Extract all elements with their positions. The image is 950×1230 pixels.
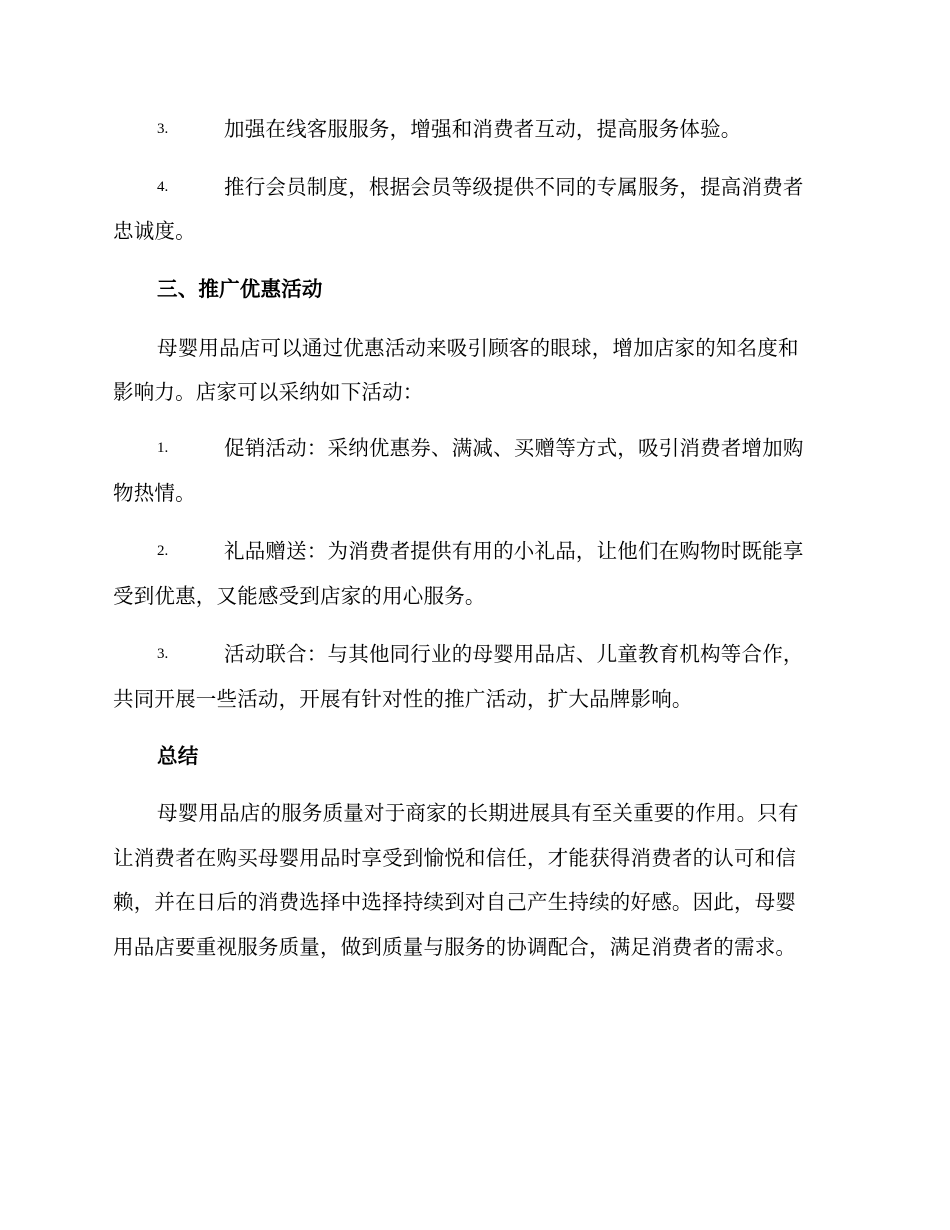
list-item-number: 2. (157, 543, 169, 559)
list-item-text: 推行会员制度，根据会员等级提供不同的专属服务，提高消费者 (224, 175, 804, 199)
list-item-text-continuation: 物热情。 (113, 481, 196, 505)
list-item-text: 加强在线客服服务，增强和消费者互动，提高服务体验。 (224, 117, 742, 141)
list-item-text: 活动联合：与其他同行业的母婴用品店、儿童教育机构等合作， (224, 642, 804, 666)
paragraph-line: 赖，并在日后的消费选择中选择持续到对自己产生持续的好感。因此，母婴 (113, 890, 797, 914)
list-item-number: 1. (157, 440, 169, 456)
list-item-text-continuation: 忠诚度。 (113, 219, 196, 243)
list-item-number: 4. (157, 179, 169, 195)
paragraph-line: 用品店要重视服务质量，做到质量与服务的协调配合，满足消费者的需求。 (113, 935, 797, 959)
section-heading: 三、推广优惠活动 (157, 277, 323, 301)
paragraph-line: 母婴用品店可以通过优惠活动来吸引顾客的眼球，增加店家的知名度和 (157, 336, 799, 360)
paragraph-line: 让消费者在购买母婴用品时享受到愉悦和信任，才能获得消费者的认可和信 (113, 846, 797, 870)
list-item-text: 促销活动：采纳优惠券、满减、买赠等方式，吸引消费者增加购 (224, 436, 804, 460)
list-item-number: 3. (157, 646, 169, 662)
list-item-text-continuation: 共同开展一些活动，开展有针对性的推广活动，扩大品牌影响。 (113, 687, 693, 711)
paragraph-line: 影响力。店家可以采纳如下活动： (113, 380, 424, 404)
list-item-number: 3. (157, 121, 169, 137)
summary-heading: 总结 (157, 744, 199, 768)
paragraph-line: 母婴用品店的服务质量对于商家的长期进展具有至关重要的作用。只有 (157, 801, 799, 825)
list-item-text-continuation: 受到优惠，又能感受到店家的用心服务。 (113, 584, 486, 608)
list-item-text: 礼品赠送：为消费者提供有用的小礼品，让他们在购物时既能享 (224, 539, 804, 563)
